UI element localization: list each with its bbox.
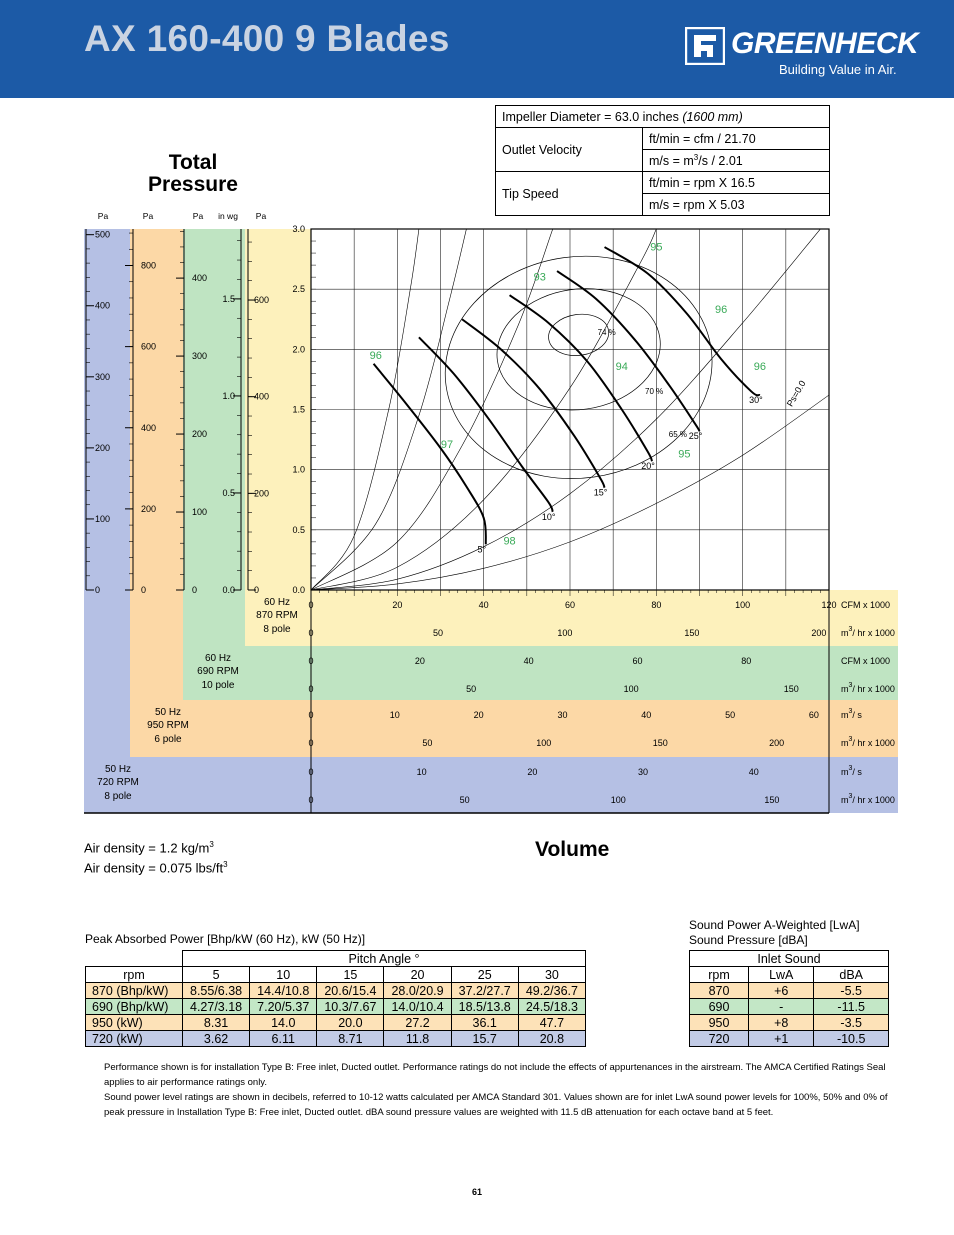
x-tick-label: 0 [308, 628, 314, 638]
band-pole: 10 pole [201, 680, 235, 691]
table-cell: - [749, 999, 814, 1015]
air-density-imperial [84, 856, 228, 876]
scale-tick-label: 200 [192, 429, 208, 440]
table-cell: 20.8 [518, 1031, 585, 1047]
y-tick-label: 1.5 [292, 404, 305, 415]
density-metric-text: Air density = 1.2 kg/m [84, 840, 210, 856]
scale-tick-label: 400 [192, 273, 208, 284]
table-row [86, 999, 586, 1015]
footnotes [104, 1060, 894, 1120]
scale-bands [84, 229, 898, 813]
table-row [690, 1015, 889, 1031]
band-rpm: 870 RPM [256, 610, 298, 621]
tip-speed-metric: m/s = rpm X 5.03 [643, 194, 830, 216]
y-tick-label: 1.0 [292, 464, 305, 475]
table-cell: 8.31 [183, 1015, 250, 1031]
inlet-sound-header: Inlet Sound [690, 951, 889, 967]
x-tick-label: 150 [684, 628, 700, 638]
efficiency-label: 65 % [668, 430, 688, 440]
table-row [690, 1031, 889, 1047]
x-tick-label: 50 [459, 795, 470, 805]
table-cell: +8 [749, 1015, 814, 1031]
air-density-metric [84, 836, 228, 856]
scale-tick-label: 200 [254, 488, 270, 499]
density-imperial-text: Air density = 0.075 lbs/ft [84, 860, 224, 876]
x-scale-unit: $m^3/$ hr x 1000 [841, 682, 895, 694]
table-cell: 870 (Bhp/kW) [86, 983, 183, 999]
pitch-angle-header: Pitch Angle ° [183, 951, 586, 967]
x-tick-label: 0 [308, 767, 314, 777]
power-col-header: 10 [250, 967, 317, 983]
x-tick-label: 50 [422, 738, 433, 748]
scale-unit: Pa [97, 211, 109, 221]
sound-col-header: LwA [749, 967, 814, 983]
peak-power-table [85, 950, 586, 1047]
band-pole: 8 pole [104, 791, 132, 802]
table-cell: 14.0/10.4 [384, 999, 451, 1015]
x-scale-unit: CFM x 1000 [841, 656, 891, 666]
power-col-header: 5 [183, 967, 250, 983]
x-tick-label: 60 [564, 600, 576, 610]
table-row [690, 983, 889, 999]
y-tick-label: 2.5 [292, 284, 305, 295]
table-cell: -5.5 [814, 983, 889, 999]
x-tick-label: 50 [432, 628, 443, 638]
y-tick-label: 3.0 [292, 224, 305, 234]
x-tick-label: 100 [735, 600, 751, 610]
scale-tick-label: 0.0 [222, 585, 235, 595]
sound-level-label: 93 [533, 271, 546, 284]
band-frequency: 50 Hz [104, 764, 132, 775]
ov-metric-suffix: /s / 2.01 [698, 154, 743, 169]
x-tick-label: 10 [389, 710, 400, 720]
x-tick-label: 150 [652, 738, 668, 748]
scale-tick-label: 0 [95, 585, 101, 595]
band-rpm: 950 RPM [147, 720, 189, 731]
table-cell: -11.5 [814, 999, 889, 1015]
x-tick-label: 0 [308, 795, 314, 805]
table-cell: 14.0 [250, 1015, 317, 1031]
table-cell: 20.6/15.4 [317, 983, 384, 999]
table-cell: 47.7 [518, 1015, 585, 1031]
x-tick-label: 100 [536, 738, 552, 748]
scale-tick-label: 800 [141, 260, 157, 271]
pitch-angle-label: 5° [477, 544, 487, 555]
x-tick-label: 0 [308, 738, 314, 748]
band-rpm: 720 RPM [97, 777, 139, 788]
tip-speed-imperial: ft/min = rpm X 16.5 [643, 172, 830, 194]
x-tick-label: 150 [764, 795, 780, 805]
x-tick-label: 20 [473, 710, 484, 720]
table-cell: 6.11 [250, 1031, 317, 1047]
x-scale-unit: $m^3/$ s [841, 708, 862, 720]
table-cell: 49.2/36.7 [518, 983, 585, 999]
x-tick-label: 80 [651, 600, 662, 610]
scale-tick-label: 200 [141, 503, 157, 514]
page-number: 61 [471, 1187, 482, 1197]
sound-table-caption [689, 918, 860, 948]
x-tick-label: 0 [308, 656, 314, 666]
power-col-header: 15 [317, 967, 384, 983]
table-cell: 14.4/10.8 [250, 983, 317, 999]
logo-wordmark: GREENHECK [731, 27, 919, 60]
table-cell: 4.27/3.18 [183, 999, 250, 1015]
table-cell: +1 [749, 1031, 814, 1047]
ps-zero-label: Ps=0.0 [784, 378, 808, 409]
y-tick-label: 0.0 [292, 585, 305, 595]
table-cell: 690 (Bhp/kW) [86, 999, 183, 1015]
table-row [86, 1031, 586, 1047]
power-col-header: 30 [518, 967, 585, 983]
x-tick-label: 120 [821, 600, 837, 610]
sound-level-label: 96 [369, 349, 382, 362]
table-cell: 950 [690, 1015, 749, 1031]
volume-label: Volume [535, 838, 610, 861]
table-row [86, 983, 586, 999]
table-cell: 8.55/6.38 [183, 983, 250, 999]
pitch-angle-label: 20° [641, 461, 655, 472]
scale-unit: in wg [218, 211, 238, 221]
ov-metric-sup: 3 [693, 153, 699, 162]
x-scale-unit: $m^3/$ hr x 1000 [841, 736, 895, 748]
sound-level-label: 95 [678, 448, 691, 461]
scale-tick-label: 0 [254, 585, 260, 595]
pitch-angle-label: 10° [541, 511, 556, 522]
density-imperial-sup: 3 [223, 860, 228, 870]
x-tick-label: 0 [308, 684, 314, 694]
x-tick-label: 200 [811, 628, 827, 638]
band-pole: 8 pole [263, 624, 291, 635]
scale-tick-label: 100 [192, 507, 208, 518]
table-cell: 870 [690, 983, 749, 999]
band-frequency: 60 Hz [204, 653, 232, 664]
power-col-header: rpm [86, 967, 183, 983]
band-frequency: 50 Hz [154, 707, 182, 718]
x-tick-label: 30 [557, 710, 568, 720]
footnote-sound: Sound power level ratings are shown in decibels, referred to 10-12 watts calculated per AMCA Standard 301. Values shown are for inlet LwA sound power levels for 100%, 50% and 0% of peak pressure in Installation Type B: Free inlet, Ducted outlet. dBA sound pressure values are weighted with 11.5 dB attenuation for each octave band at 5 feet. [104, 1092, 888, 1118]
power-table-spacer [86, 951, 183, 967]
power-table-caption: Peak Absorbed Power [Bhp/kW (60 Hz), kW (50 Hz)] [85, 932, 366, 946]
table-cell: 10.3/7.67 [317, 999, 384, 1015]
total-pressure-line1: Total [168, 151, 218, 174]
power-col-header: 20 [384, 967, 451, 983]
sound-level-label: 94 [615, 360, 628, 373]
x-tick-label: 40 [478, 600, 489, 610]
sound-level-label: 96 [714, 304, 728, 317]
table-cell: 3.62 [183, 1031, 250, 1047]
sound-col-header: dBA [814, 967, 889, 983]
x-tick-label: 200 [769, 738, 785, 748]
scale-tick-label: 0 [141, 585, 147, 595]
scale-tick-label: 100 [95, 513, 111, 524]
x-tick-label: 60 [632, 656, 643, 666]
sound-level-label: 96 [753, 360, 767, 373]
footnote-performance: Performance shown is for installation Type B: Free inlet, Ducted outlet. Performance ratings do not include the effects of appurtenances in the airstream. The AMCA Certified Ratings Seal applies to air performance ratings only. [104, 1062, 886, 1088]
x-tick-label: 30 [638, 767, 649, 777]
total-pressure-line2: Pressure [148, 173, 238, 196]
table-row [86, 1015, 586, 1031]
x-scale-unit: $m^3/$ hr x 1000 [841, 626, 895, 638]
x-tick-label: 0 [308, 600, 314, 610]
ov-metric-prefix: m/s = m [649, 154, 694, 169]
outlet-velocity-imperial: ft/min = cfm / 21.70 [643, 128, 830, 150]
x-tick-label: 0 [308, 710, 314, 720]
scale-tick-label: 400 [141, 422, 157, 433]
band-column [183, 229, 245, 700]
x-scale-unit: CFM x 1000 [841, 600, 891, 610]
scale-tick-label: 500 [95, 229, 111, 240]
table-cell: 18.5/13.8 [451, 999, 518, 1015]
sound-level-label: 98 [503, 535, 516, 548]
table-cell: -3.5 [814, 1015, 889, 1031]
scale-unit: Pa [255, 211, 267, 221]
x-tick-label: 40 [748, 767, 759, 777]
inlet-sound-table [689, 950, 889, 1047]
table-cell: 950 (kW) [86, 1015, 183, 1031]
outlet-velocity-label: Outlet Velocity [496, 128, 643, 172]
scale-unit: Pa [192, 211, 204, 221]
pitch-angle-label: 25° [688, 431, 703, 442]
x-tick-label: 50 [725, 710, 736, 720]
x-tick-label: 40 [641, 710, 652, 720]
pitch-angle-label: 30° [749, 395, 763, 406]
table-cell: 27.2 [384, 1015, 451, 1031]
band-pole: 6 pole [154, 734, 182, 745]
table-cell: -10.5 [814, 1031, 889, 1047]
table-cell: 24.5/18.3 [518, 999, 585, 1015]
sound-caption-line1: Sound Power A-Weighted [LwA] [689, 918, 860, 932]
scale-tick-label: 400 [95, 300, 111, 311]
y-tick-label: 2.0 [292, 344, 305, 355]
logo-tagline: Building Value in Air. [779, 62, 897, 77]
table-row [690, 999, 889, 1015]
scale-tick-label: 400 [254, 391, 270, 402]
power-col-header: 25 [451, 967, 518, 983]
x-tick-label: 60 [808, 710, 819, 720]
table-cell: 720 (kW) [86, 1031, 183, 1047]
x-tick-label: 20 [527, 767, 538, 777]
table-cell: 15.7 [451, 1031, 518, 1047]
scale-tick-label: 300 [95, 371, 111, 382]
sound-caption-line2: Sound Pressure [dBA] [689, 933, 808, 947]
sound-level-label: 95 [650, 241, 663, 254]
efficiency-label: 70 % [645, 386, 664, 396]
band-column [130, 229, 183, 757]
scale-unit: Pa [142, 211, 154, 221]
x-tick-label: 10 [416, 767, 427, 777]
tip-speed-label: Tip Speed [496, 172, 643, 216]
page-title: AX 160-400 9 Blades [84, 18, 450, 59]
impeller-diameter-metric: (1600 mm) [682, 109, 743, 124]
sound-col-header: rpm [690, 967, 749, 983]
x-scale-unit: $m^3/$ s [841, 765, 862, 777]
table-cell: 37.2/27.7 [451, 983, 518, 999]
scale-tick-label: 1.5 [222, 293, 235, 304]
table-cell: 690 [690, 999, 749, 1015]
scale-tick-label: 300 [192, 351, 208, 362]
x-tick-label: 80 [741, 656, 752, 666]
density-metric-sup: 3 [209, 840, 214, 849]
x-tick-label: 20 [392, 600, 403, 610]
table-cell: 7.20/5.37 [250, 999, 317, 1015]
scale-tick-label: 0.5 [222, 487, 235, 498]
x-tick-label: 100 [623, 684, 639, 694]
x-tick-label: 150 [783, 684, 799, 694]
band-rpm: 690 RPM [197, 666, 239, 677]
band-strip [130, 700, 898, 757]
scale-tick-label: 200 [95, 442, 111, 453]
x-scale-unit: $m^3/$ hr x 1000 [841, 793, 895, 805]
table-cell: +6 [749, 983, 814, 999]
efficiency-label: 74 % [597, 327, 616, 337]
table-cell: 8.71 [317, 1031, 384, 1047]
table-cell: 20.0 [317, 1015, 384, 1031]
table-cell: 28.0/20.9 [384, 983, 451, 999]
x-tick-label: 100 [610, 795, 626, 805]
x-tick-label: 100 [557, 628, 573, 638]
x-tick-label: 20 [414, 656, 425, 666]
sound-level-label: 97 [440, 439, 454, 452]
table-cell: 720 [690, 1031, 749, 1047]
band-frequency: 60 Hz [263, 597, 291, 608]
air-density [84, 836, 228, 877]
table-cell: 11.8 [384, 1031, 451, 1047]
scale-tick-label: 600 [254, 295, 270, 306]
impeller-diameter-label: Impeller Diameter = 63.0 inches [502, 109, 679, 124]
x-tick-label: 50 [466, 684, 477, 694]
table-cell: 36.1 [451, 1015, 518, 1031]
scale-tick-label: 0 [192, 585, 198, 595]
scale-tick-label: 1.0 [222, 390, 235, 401]
scale-tick-label: 600 [141, 341, 157, 352]
x-tick-label: 40 [523, 656, 534, 666]
y-tick-label: 0.5 [292, 524, 305, 535]
pitch-angle-label: 15° [593, 487, 608, 498]
